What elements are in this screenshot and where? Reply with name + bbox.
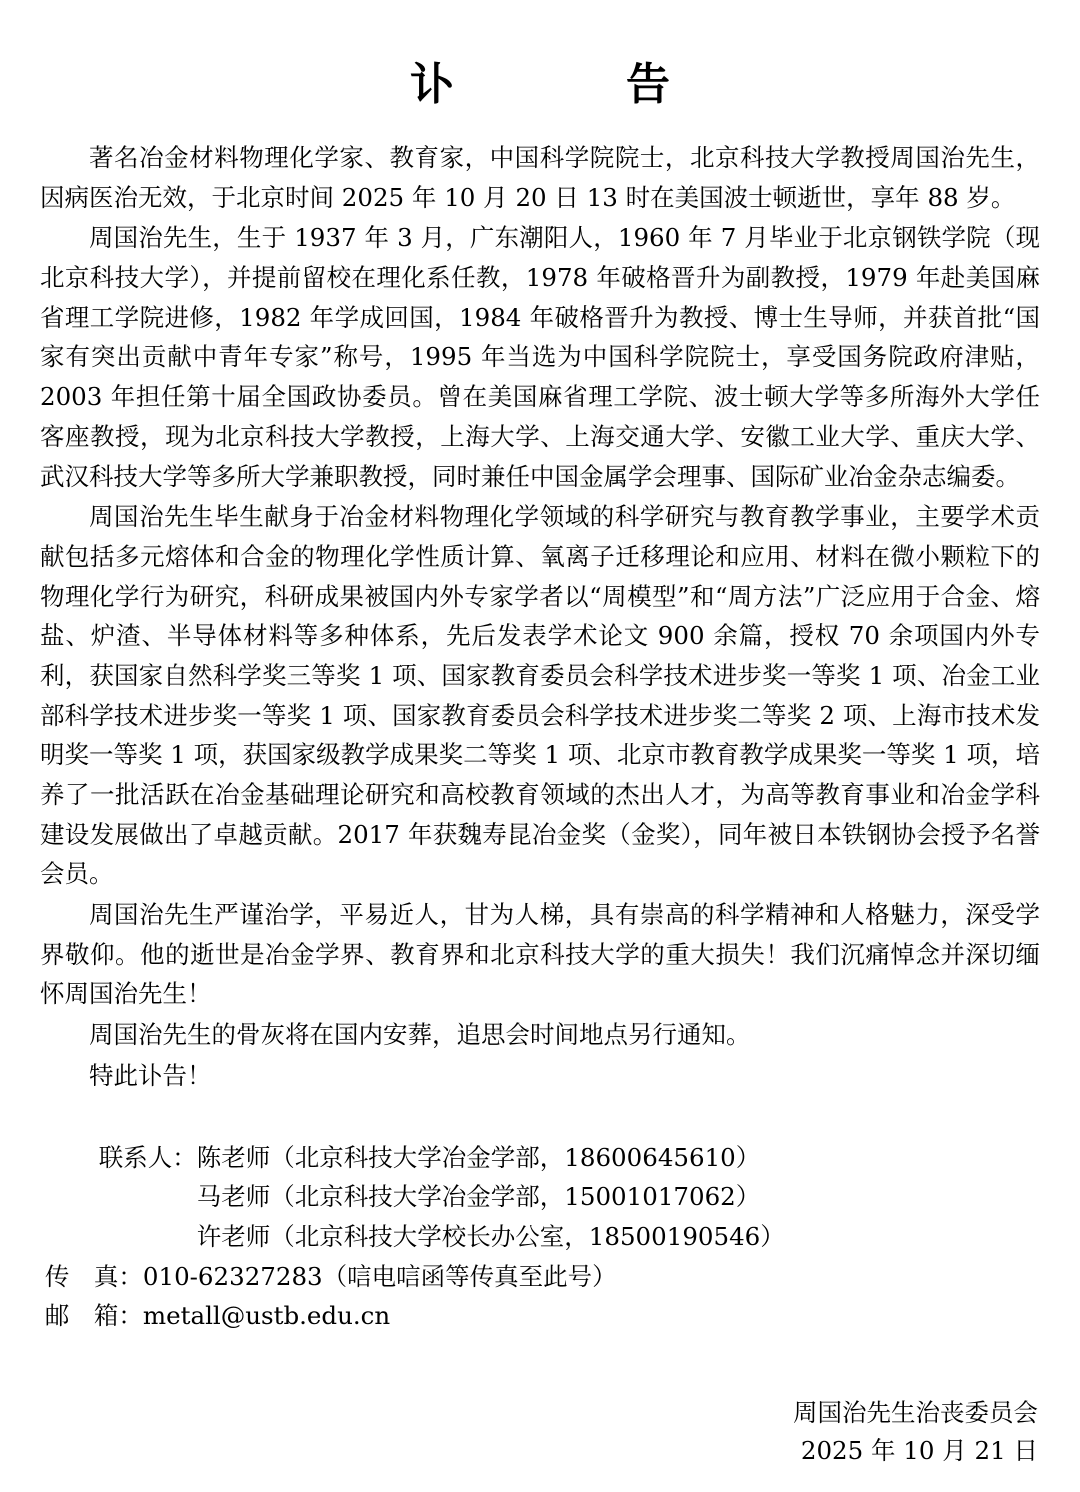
- document-body: [40, 138, 1040, 1096]
- contact-person-line: [40, 1217, 1040, 1257]
- fax-value: 010-62327283（唁电唁函等传真至此号）: [142, 1261, 617, 1291]
- contact-label: 联系人：: [98, 1142, 197, 1172]
- page-title: 讣 告: [410, 59, 698, 110]
- signature-date: 2025 年 10 月 21 日: [800, 1436, 1038, 1466]
- email-value[interactable]: metall@ustb.edu.cn: [142, 1301, 391, 1331]
- paragraph: 周国治先生毕生献身于冶金材料物理化学领域的科学研究与教育教学事业，主要学术贡献包括多元熔体和合金的物理化学性质计算、氧离子迁移理论和应用、材料在微小颗粒下的物理化学行为研究，科研成果被国内外专家学者以“周模型”和“周方法”广泛应用于合金、熔盐、炉渣、半导体材料等多种体系，先后发表学术论文 900 余篇，授权 70 余项国内外专利，获国家自然科学奖三等奖 1 项、国家教育委员会科学技术进步奖一等奖 1 项、冶金工业部科学技术进步奖一等奖 1 项、国家教育委员会科学技术进步奖二等奖 2 项、上海市技术发明奖一等奖 1 项，获国家级教学成果奖二等奖 1 项、北京市教育教学成果奖一等奖 1 项，培养了一批活跃在冶金基础理论研究和高校教育领域的杰出人才，为高等教育事业和冶金学科建设发展做出了卓越贡献。2017 年获魏寿昆冶金奖（金奖），同年被日本铁钢协会授予名誉会员。: [40, 502, 1040, 889]
- signature-block: [793, 1394, 1038, 1470]
- fax-label: 传 真：: [44, 1261, 143, 1291]
- contact-person-3: 许老师（北京科技大学校长办公室，18500190546）: [196, 1221, 785, 1251]
- contact-person-2: 马老师（北京科技大学冶金学部，15001017062）: [196, 1182, 761, 1212]
- fax-line: [40, 1257, 1040, 1297]
- paragraph: 周国治先生的骨灰将在国内安葬，追思会时间地点另行通知。: [89, 1020, 751, 1050]
- email-line: [40, 1296, 1040, 1336]
- paragraph: 特此讣告！: [89, 1060, 212, 1090]
- signature-organization: 周国治先生治丧委员会: [793, 1398, 1038, 1428]
- paragraph: 周国治先生，生于 1937 年 3 月，广东潮阳人，1960 年 7 月毕业于北京钢铁学院（现北京科技大学），并提前留校在理化系任教，1978 年破格晋升为副教授，1979 年赴美国麻省理工学院进修，1982 年学成回国，1984 年破格晋升为教授、博士生导师，并获首批“国家有突出贡献中青年专家”称号，1995 年当选为中国科学院院士，享受国务院政府津贴，2003 年担任第十届全国政协委员。曾在美国麻省理工学院、波士顿大学等多所海外大学任客座教授，现为北京科技大学教授，上海大学、上海交通大学、安徽工业大学、重庆大学、武汉科技大学等多所大学兼职教授，同时兼任中国金属学会理事、国际矿业冶金杂志编委。: [40, 223, 1040, 491]
- contact-person-1: 陈老师（北京科技大学冶金学部，18600645610）: [196, 1142, 761, 1172]
- contact-person-line: [40, 1138, 1040, 1178]
- contact-person-line: [40, 1177, 1040, 1217]
- paragraph: 周国治先生严谨治学，平易近人，甘为人梯，具有崇高的科学精神和人格魅力，深受学界敬仰。他的逝世是冶金学界、教育界和北京科技大学的重大损失！我们沉痛悼念并深切缅怀周国治先生！: [40, 900, 1040, 1009]
- paragraph: 著名冶金材料物理化学家、教育家，中国科学院院士，北京科技大学教授周国治先生，因病医治无效，于北京时间 2025 年 10 月 20 日 13 时在美国波士顿逝世，享年 88 岁。: [40, 143, 1040, 212]
- contact-block: [40, 1138, 1040, 1336]
- email-label: 邮 箱：: [44, 1301, 143, 1331]
